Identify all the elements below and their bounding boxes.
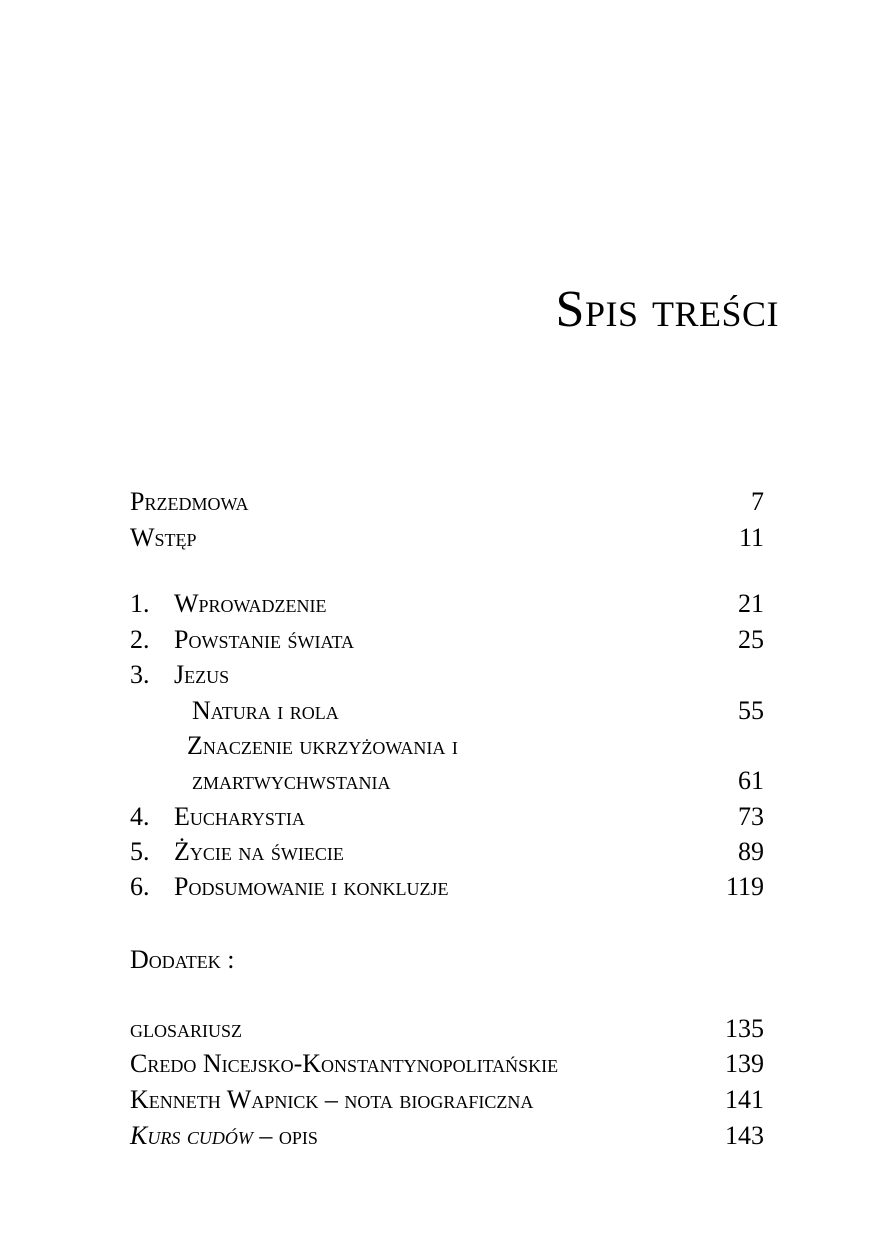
toc-entry (130, 1013, 764, 1045)
chapter-number: 3. (130, 660, 150, 689)
chapter-number: 2. (130, 625, 150, 654)
chapter-label: Powstanie świata (174, 625, 355, 654)
chapter-page: 119 (725, 872, 764, 901)
toc-entry-label (130, 1120, 318, 1152)
toc-entry (130, 486, 764, 518)
toc-entry-page: 11 (738, 523, 764, 552)
toc-entry (130, 1084, 764, 1116)
appendix-heading-row (130, 944, 764, 976)
subentry-label: Znaczenie ukrzyżowania i (187, 731, 458, 760)
toc-chapter (130, 801, 764, 833)
toc-chapter (130, 588, 764, 620)
toc-entry-page: 139 (725, 1049, 764, 1078)
toc-entry-label: Wstęp (130, 523, 197, 552)
page-title: Spis treści (555, 281, 779, 338)
chapter-page: 89 (738, 837, 764, 866)
toc-entry-page: 7 (751, 487, 764, 516)
toc-entry-label: Przedmowa (130, 487, 249, 516)
chapter-page: 73 (738, 802, 764, 831)
book-title: Kurs cudów (130, 1121, 253, 1150)
chapter-number: 6. (130, 872, 150, 901)
subentry-page: 55 (738, 696, 764, 725)
toc-entry (130, 1048, 764, 1080)
toc-entry-page: 143 (725, 1121, 764, 1150)
chapter-label: Jezus (174, 660, 230, 689)
chapter-page: 25 (738, 625, 764, 654)
toc-chapter (130, 624, 764, 656)
toc-chapter (130, 871, 764, 903)
subentry-label: zmartwychwstania (192, 766, 391, 795)
chapter-number: 4. (130, 802, 150, 831)
toc-entry-label: Kenneth Wapnick – nota biograficzna (130, 1085, 534, 1114)
subentry-page: 61 (738, 766, 764, 795)
toc-entry-page: 135 (725, 1014, 764, 1043)
toc-subentry (130, 765, 764, 797)
appendix-heading: Dodatek : (130, 945, 235, 974)
toc-entry (130, 1120, 764, 1152)
toc-entry-label: glosariusz (130, 1014, 243, 1043)
chapter-label: Eucharystia (174, 802, 305, 831)
toc-subentry (130, 730, 764, 762)
chapter-label: Życie na świecie (174, 837, 344, 866)
toc-chapter (130, 659, 764, 691)
toc-subentry (130, 695, 764, 727)
chapter-label: Podsumowanie i konkluzje (174, 872, 449, 901)
toc-chapter (130, 836, 764, 868)
toc-entry-label: Credo Nicejsko-Konstantynopolitańskie (130, 1049, 559, 1078)
chapter-number: 1. (130, 589, 150, 618)
toc-entry (130, 522, 764, 554)
chapter-label: Wprowadzenie (174, 589, 327, 618)
chapter-number: 5. (130, 837, 150, 866)
chapter-page: 21 (738, 589, 764, 618)
toc-entry-label-rest: – opis (252, 1121, 318, 1150)
toc-entry-page: 141 (725, 1085, 764, 1114)
subentry-label: Natura i rola (192, 696, 339, 725)
